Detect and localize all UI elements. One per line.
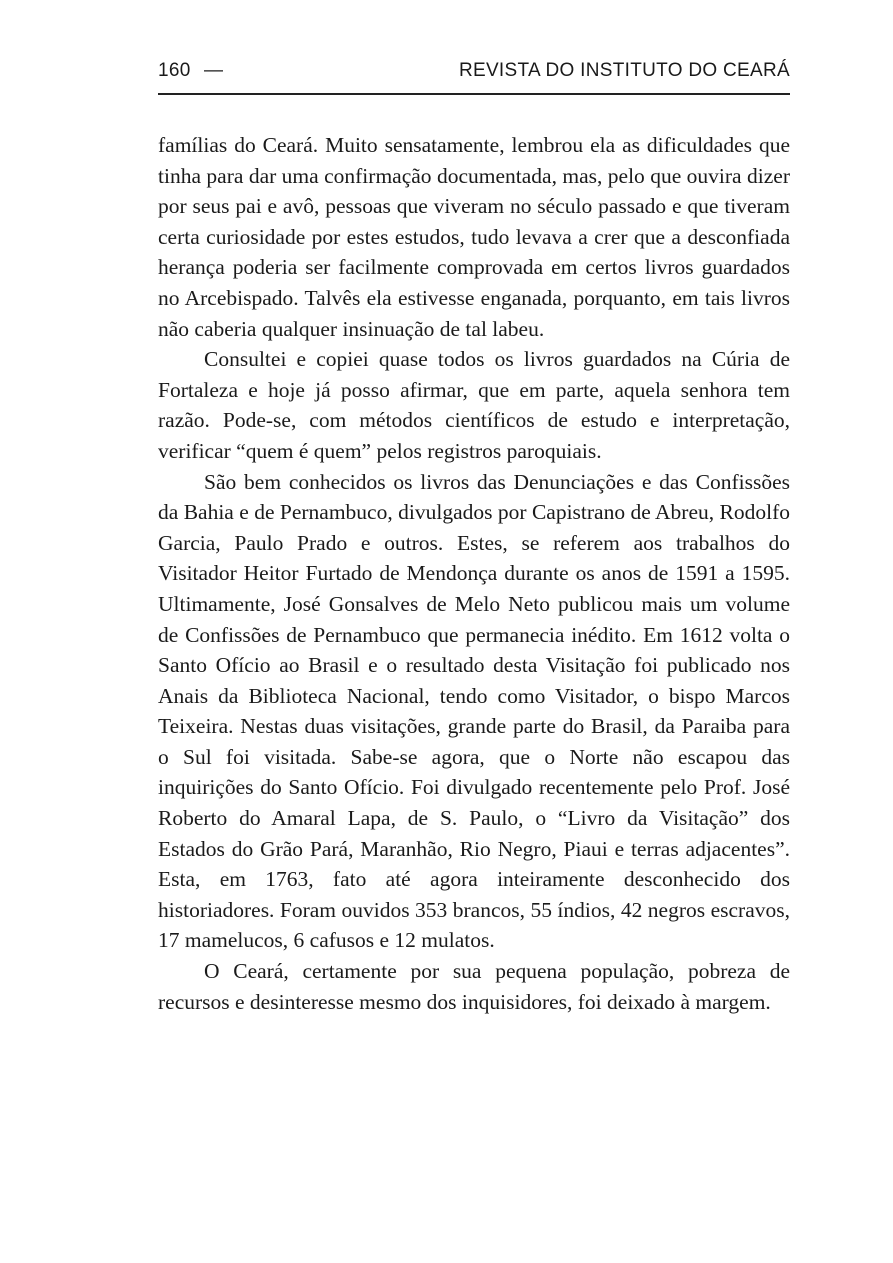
paragraph-3: São bem conhecidos os livros das Denunciações e das Confissões da Bahia e de Pernambuco, divulgados por Capistrano de Abreu, Rodolfo Garcia, Paulo Prado e outros. Estes, se referem aos trabalhos do Visitador Heitor Furtado de Mendonça durante os anos de 1591 a 1595. Ultimamente, José Gonsalves de Melo Neto publicou mais um volume de Confissões de Pernambuco que permanecia inédito. Em 1612 volta o Santo Ofício ao Brasil e o resultado desta Visitação foi publicado nos Anais da Biblioteca Nacional, tendo como Visitador, o bispo Marcos Teixeira. Nestas duas visitações, grande parte do Brasil, da Paraiba para o Sul foi visitada. Sabe-se agora, que o Norte não escapou das inquirições do Santo Ofício. Foi divulgado recentemente pelo Prof. José Roberto do Amaral Lapa, de S. Paulo, o “Livro da Visitação” dos Estados do Grão Pará, Maranhão, Rio Negro, Piaui e terras adjacentes”. Esta, em 1763, fato até agora inteiramente desconhecido dos historiadores. Foram ouvidos 353 brancos, 55 índios, 42 negros escravos, 17 mamelucos, 6 cafusos e 12 mulatos. — [158, 469, 790, 953]
body-text — [158, 130, 790, 1017]
header-dash: — — [204, 60, 224, 81]
running-header — [158, 60, 790, 90]
header-rule — [158, 93, 790, 95]
paragraph-4: O Ceará, certamente por sua pequena população, pobreza de recursos e desinteresse mesmo dos inquisidores, foi deixado à margem. — [158, 959, 790, 1014]
page-number: 160 — [158, 60, 191, 81]
paragraph-1: famílias do Ceará. Muito sensatamente, lembrou ela as dificuldades que tinha para dar uma confirmação documentada, mas, pelo que ouvira dizer por seus pai e avô, pessoas que viveram no século passado e que tiveram certa curiosidade por estes estudos, tudo levava a crer que a desconfiada herança poderia ser facilmente comprovada em certos livros guardados no Arcebispado. Talvês ela estivesse enganada, porquanto, em tais livros não caberia qualquer insinuação de tal labeu. — [158, 133, 790, 341]
paragraph-2: Consultei e copiei quase todos os livros guardados na Cúria de Fortaleza e hoje já posso afirmar, que em parte, aquela senhora tem razão. Pode-se, com métodos científicos de estudo e interpretação, verificar “quem é quem” pelos registros paroquiais. — [158, 347, 790, 463]
journal-title: REVISTA DO INSTITUTO DO CEARÁ — [458, 60, 790, 81]
